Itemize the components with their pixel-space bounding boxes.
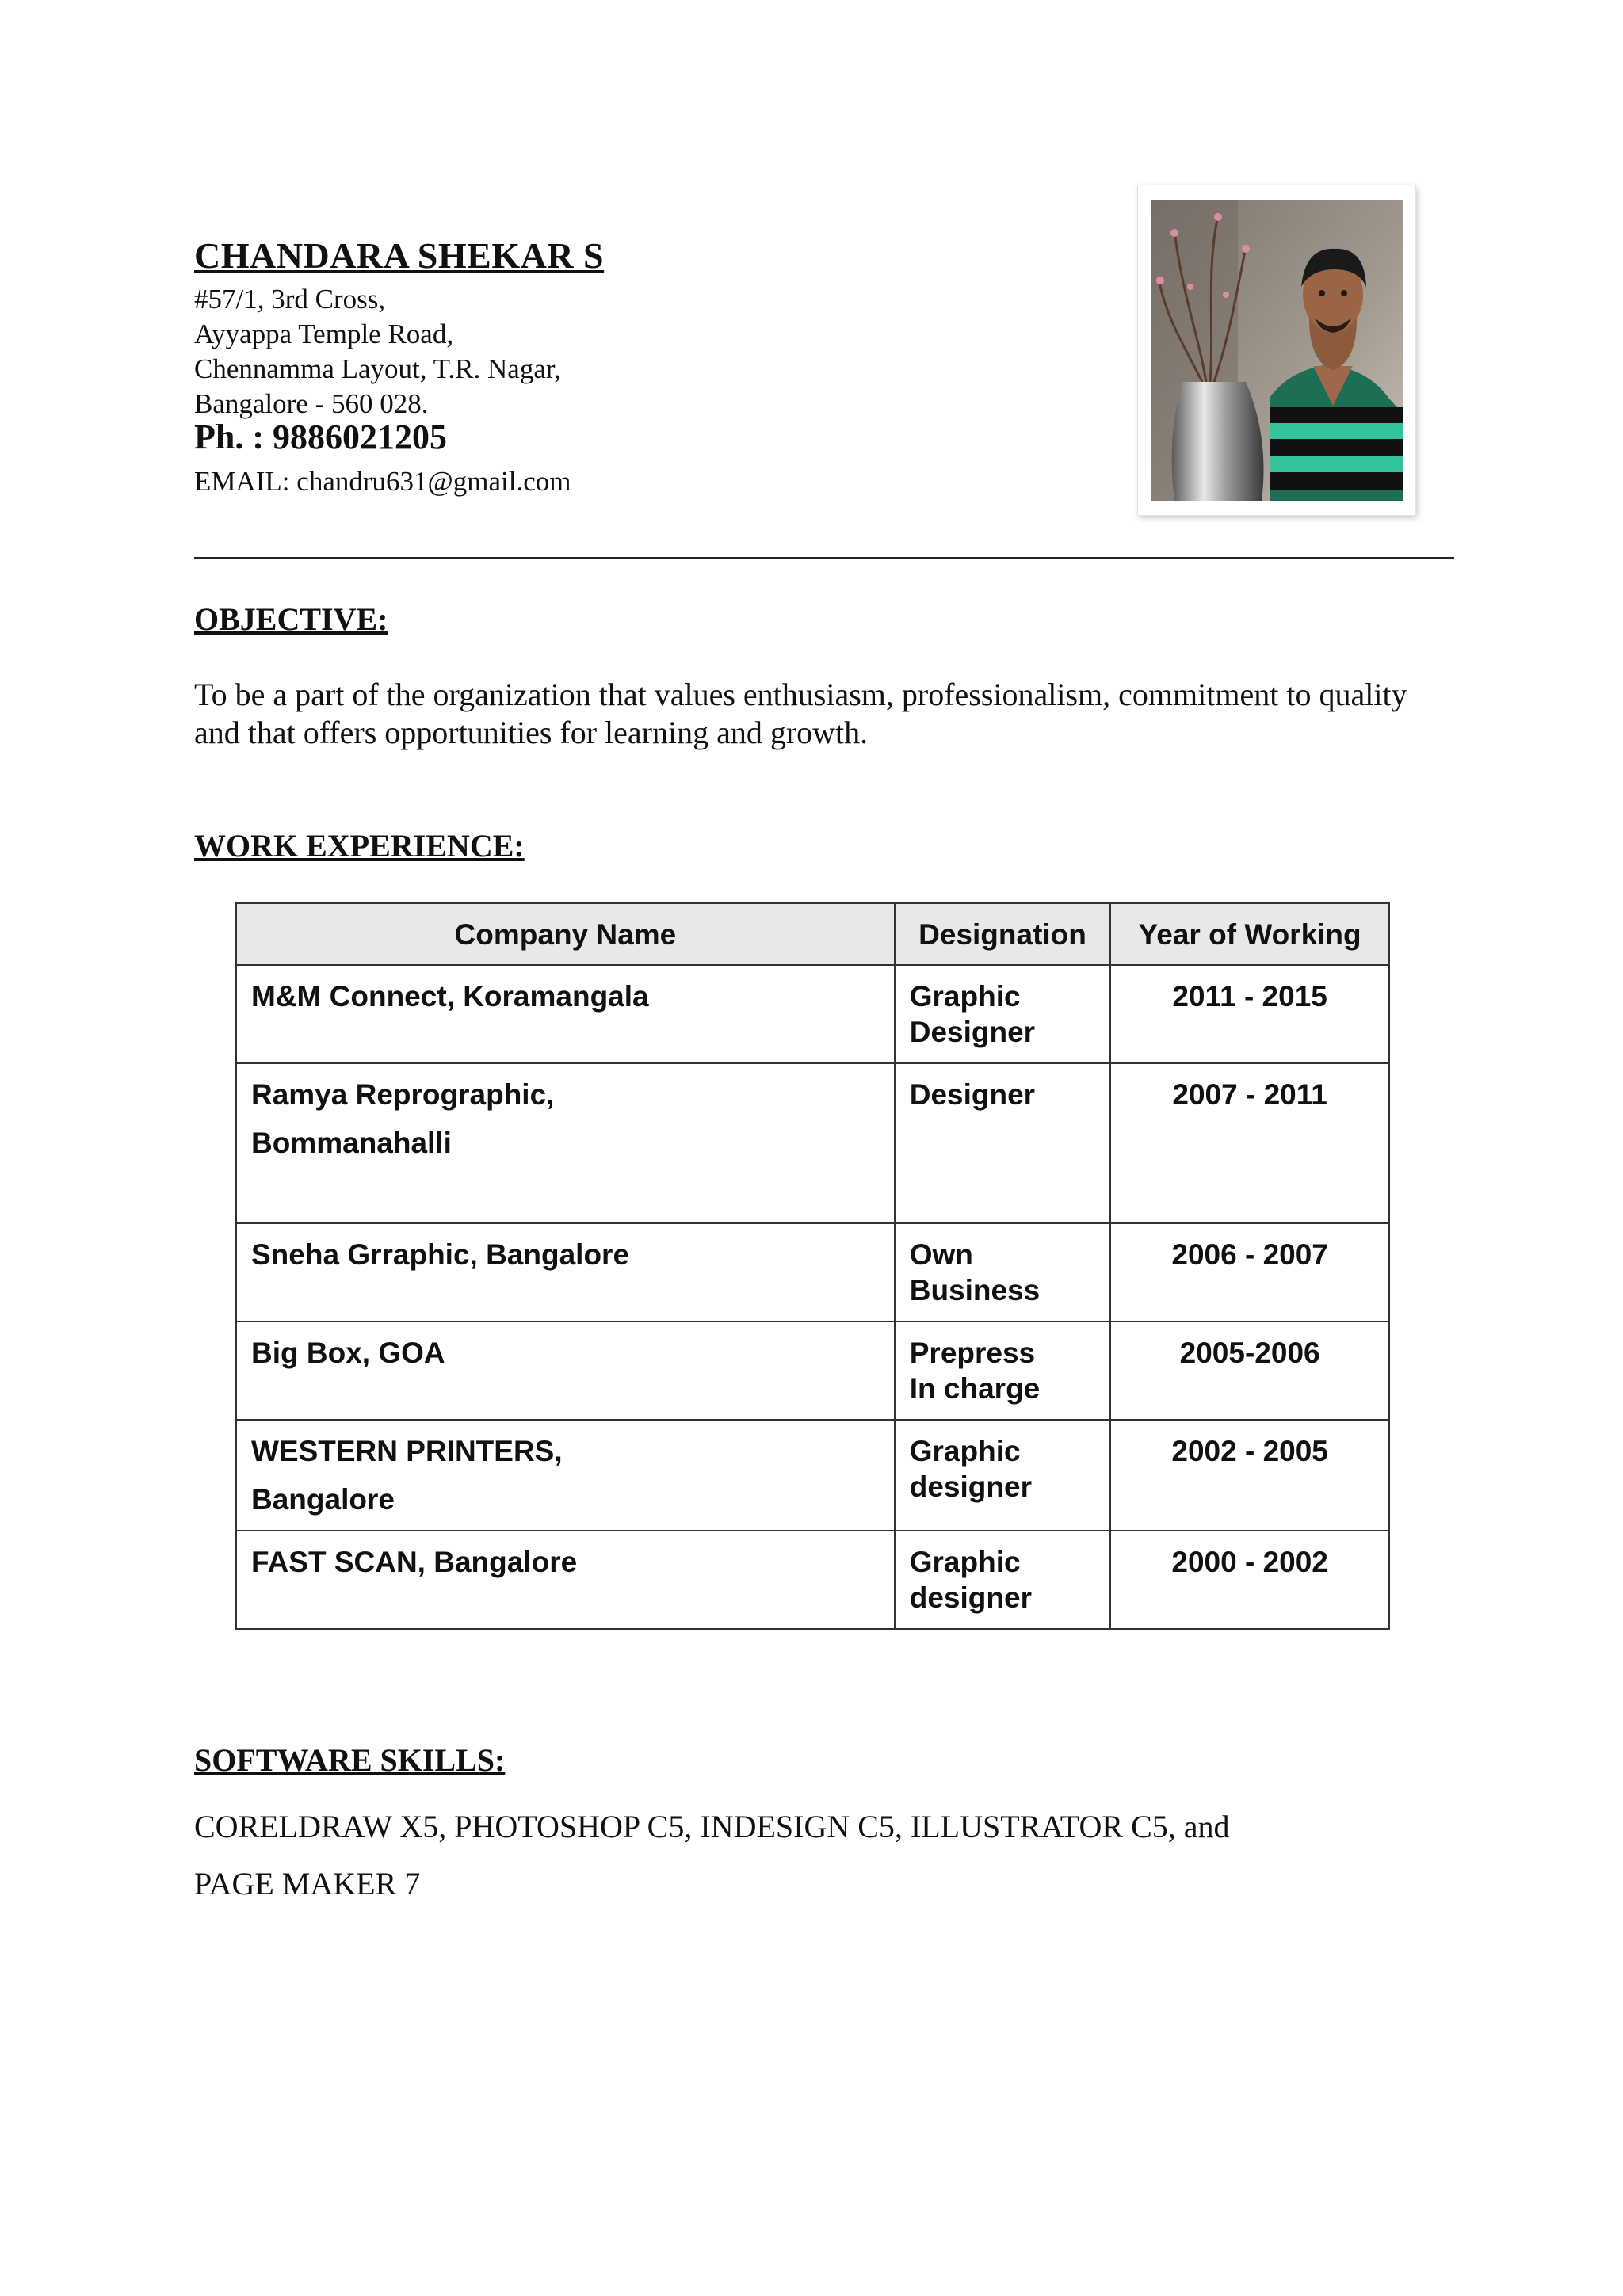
designation-line: Graphic [909, 1546, 1021, 1578]
company-name: Sneha Grraphic, Bangalore [251, 1238, 630, 1271]
designation-cell [895, 1223, 1111, 1322]
table-row [236, 1531, 1389, 1629]
designation-cell [895, 1420, 1111, 1531]
years-cell: 2006 - 2007 [1110, 1223, 1389, 1322]
address-line: Chennamma Layout, T.R. Nagar, [194, 353, 561, 384]
designation-cell [895, 1322, 1111, 1420]
years-cell: 2005-2006 [1110, 1322, 1389, 1420]
table-header-row [236, 903, 1389, 965]
company-name: M&M Connect, Koramangala [251, 980, 649, 1013]
table-row [236, 1322, 1389, 1420]
skills-line: PAGE MAKER 7 [194, 1866, 421, 1901]
designation-line: Graphic [909, 980, 1021, 1013]
years-cell: 2002 - 2005 [1110, 1420, 1389, 1531]
designation-line: Graphic [909, 1435, 1021, 1467]
company-name: Ramya Reprographic, [251, 1078, 555, 1111]
objective-text: To be a part of the organization that values enthusiasm, professionalism, commitment to quality and that offers opportunities for learning and growth. [194, 677, 1407, 750]
company-name: Big Box, GOA [251, 1337, 445, 1369]
company-cell [236, 1223, 895, 1322]
profile-photo [1138, 185, 1415, 515]
designation-cell [895, 965, 1111, 1063]
company-cell [236, 1063, 895, 1223]
table-row [236, 1223, 1389, 1322]
designation-cell [895, 1063, 1111, 1223]
column-header-company: Company Name [236, 903, 895, 965]
designation-line: In charge [909, 1372, 1041, 1405]
years-cell: 2007 - 2011 [1110, 1063, 1389, 1223]
software-skills-heading: SOFTWARE SKILLS: [194, 1742, 506, 1778]
years-cell: 2000 - 2002 [1110, 1531, 1389, 1629]
designation-line: Own [909, 1238, 973, 1271]
company-name: FAST SCAN, Bangalore [251, 1546, 578, 1578]
table-row [236, 1420, 1389, 1531]
designation-line: Designer [909, 1016, 1036, 1048]
column-header-years: Year of Working [1110, 903, 1389, 965]
objective-heading: OBJECTIVE: [194, 601, 388, 637]
company-cell [236, 1322, 895, 1420]
company-name: Bangalore [251, 1483, 395, 1516]
address-line: #57/1, 3rd Cross, [194, 284, 386, 315]
designation-line: Designer [909, 1078, 1036, 1111]
designation-cell [895, 1531, 1111, 1629]
table-row [236, 1063, 1389, 1223]
address-line: Ayyappa Temple Road, [194, 318, 454, 349]
header-divider [194, 557, 1454, 559]
software-skills-list [194, 1798, 1430, 1913]
company-cell [236, 1420, 895, 1531]
designation-line: Prepress [909, 1337, 1036, 1369]
company-cell [236, 1531, 895, 1629]
company-name: Bommanahalli [251, 1127, 452, 1159]
designation-line: Business [909, 1274, 1041, 1306]
phone-number: Ph. : 9886021205 [194, 418, 447, 456]
designation-line: designer [909, 1470, 1032, 1503]
portrait-photo-icon [1151, 200, 1403, 501]
company-cell [236, 965, 895, 1063]
years-cell: 2011 - 2015 [1110, 965, 1389, 1063]
designation-line: designer [909, 1581, 1032, 1614]
table-row [236, 965, 1389, 1063]
company-name: WESTERN PRINTERS, [251, 1435, 563, 1467]
email-address: EMAIL: chandru631@gmail.com [194, 466, 571, 497]
address-line: Bangalore - 560 028. [194, 388, 429, 419]
column-header-designation: Designation [895, 903, 1111, 965]
skills-line: CORELDRAW X5, PHOTOSHOP C5, INDESIGN C5, ILLUSTRATOR C5, and [194, 1809, 1230, 1844]
candidate-name: CHANDARA SHEKAR S [194, 235, 605, 276]
address-block [194, 282, 561, 421]
work-experience-table [235, 902, 1390, 1630]
work-experience-heading: WORK EXPERIENCE: [194, 828, 525, 864]
